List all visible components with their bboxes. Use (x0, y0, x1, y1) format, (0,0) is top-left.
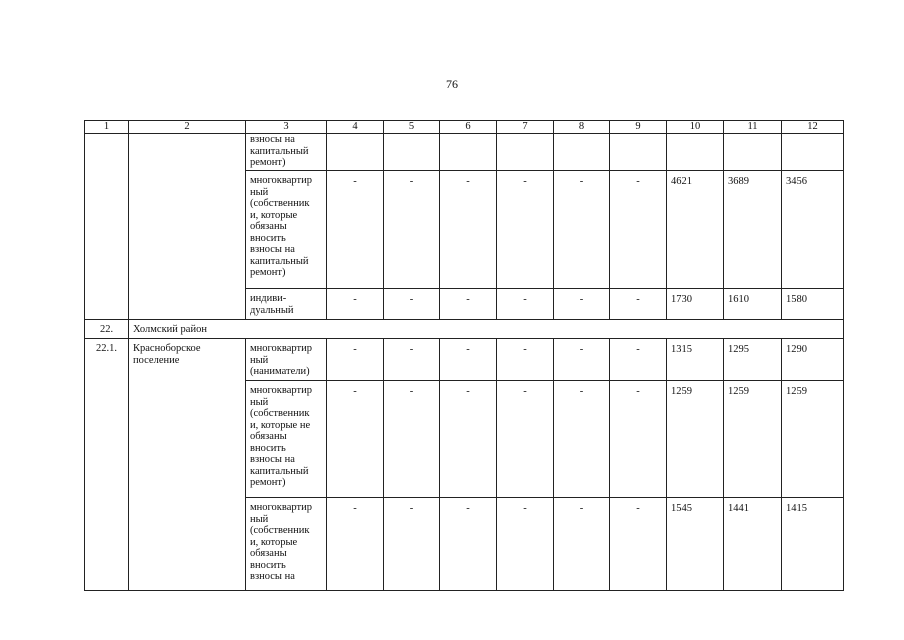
value-cell (554, 134, 610, 171)
settlement-cell (129, 134, 246, 320)
value-cell: - (554, 498, 610, 591)
section-title: Холмский район (129, 320, 844, 339)
value-cell: 1580 (782, 289, 844, 320)
value-cell: 1259 (667, 381, 724, 498)
column-header: 7 (497, 121, 554, 134)
value-cell: 1415 (782, 498, 844, 591)
value-cell: - (384, 498, 440, 591)
section-row (85, 320, 844, 339)
tariff-table (84, 120, 844, 591)
column-header: 1 (85, 121, 129, 134)
value-cell: - (610, 171, 667, 289)
housing-type-cell: многоквартир ный (собственник и, которые обязаны вносить взносы на (246, 498, 327, 591)
value-cell (782, 134, 844, 171)
value-cell: 1441 (724, 498, 782, 591)
value-cell: - (497, 171, 554, 289)
value-cell: - (497, 289, 554, 320)
value-cell: - (554, 339, 610, 381)
value-cell: - (554, 171, 610, 289)
settlement-name: Красноборское поселение (129, 339, 246, 591)
column-header: 10 (667, 121, 724, 134)
table-row (85, 339, 844, 381)
value-cell: 3456 (782, 171, 844, 289)
column-header: 2 (129, 121, 246, 134)
value-cell (440, 134, 497, 171)
value-cell: - (327, 339, 384, 381)
value-cell: - (610, 498, 667, 591)
table-row (85, 134, 844, 171)
value-cell: 1259 (724, 381, 782, 498)
value-cell: 1295 (724, 339, 782, 381)
column-header: 11 (724, 121, 782, 134)
column-header: 9 (610, 121, 667, 134)
value-cell: 1290 (782, 339, 844, 381)
value-cell: 1315 (667, 339, 724, 381)
value-cell: - (610, 289, 667, 320)
value-cell: - (384, 339, 440, 381)
header-row (85, 121, 844, 134)
value-cell: - (554, 289, 610, 320)
value-cell: 3689 (724, 171, 782, 289)
column-header: 12 (782, 121, 844, 134)
value-cell: - (327, 171, 384, 289)
value-cell: 1545 (667, 498, 724, 591)
value-cell (497, 134, 554, 171)
value-cell: - (554, 381, 610, 498)
value-cell: - (497, 498, 554, 591)
value-cell: 1610 (724, 289, 782, 320)
value-cell: - (384, 289, 440, 320)
value-cell: - (440, 171, 497, 289)
value-cell: - (384, 171, 440, 289)
section-number: 22. (85, 320, 129, 339)
value-cell: 4621 (667, 171, 724, 289)
value-cell: - (327, 381, 384, 498)
value-cell: - (497, 339, 554, 381)
column-header: 3 (246, 121, 327, 134)
housing-type-cell: многоквартир ный (собственник и, которые обязаны вносить взносы на капитальный ремонт) (246, 171, 327, 289)
value-cell (610, 134, 667, 171)
value-cell: - (327, 289, 384, 320)
value-cell: - (440, 381, 497, 498)
column-header: 4 (327, 121, 384, 134)
column-header: 8 (554, 121, 610, 134)
value-cell (384, 134, 440, 171)
value-cell: - (440, 339, 497, 381)
value-cell: - (384, 381, 440, 498)
housing-type-cell: многоквартир ный (собственник и, которые не обязаны вносить взносы на капитальный ремонт) (246, 381, 327, 498)
housing-type-cell: индиви- дуальный (246, 289, 327, 320)
number-cell (85, 134, 129, 320)
value-cell: - (440, 498, 497, 591)
value-cell: - (327, 498, 384, 591)
page-number: 76 (446, 77, 458, 91)
column-header: 5 (384, 121, 440, 134)
value-cell: - (440, 289, 497, 320)
value-cell (327, 134, 384, 171)
housing-type-cell: взносы на капитальный ремонт) (246, 134, 327, 171)
housing-type-cell: многоквартир ный (наниматели) (246, 339, 327, 381)
value-cell: - (497, 381, 554, 498)
value-cell: 1259 (782, 381, 844, 498)
column-header: 6 (440, 121, 497, 134)
value-cell: 1730 (667, 289, 724, 320)
value-cell: - (610, 339, 667, 381)
subsection-number: 22.1. (85, 339, 129, 591)
value-cell (667, 134, 724, 171)
value-cell (724, 134, 782, 171)
value-cell: - (610, 381, 667, 498)
